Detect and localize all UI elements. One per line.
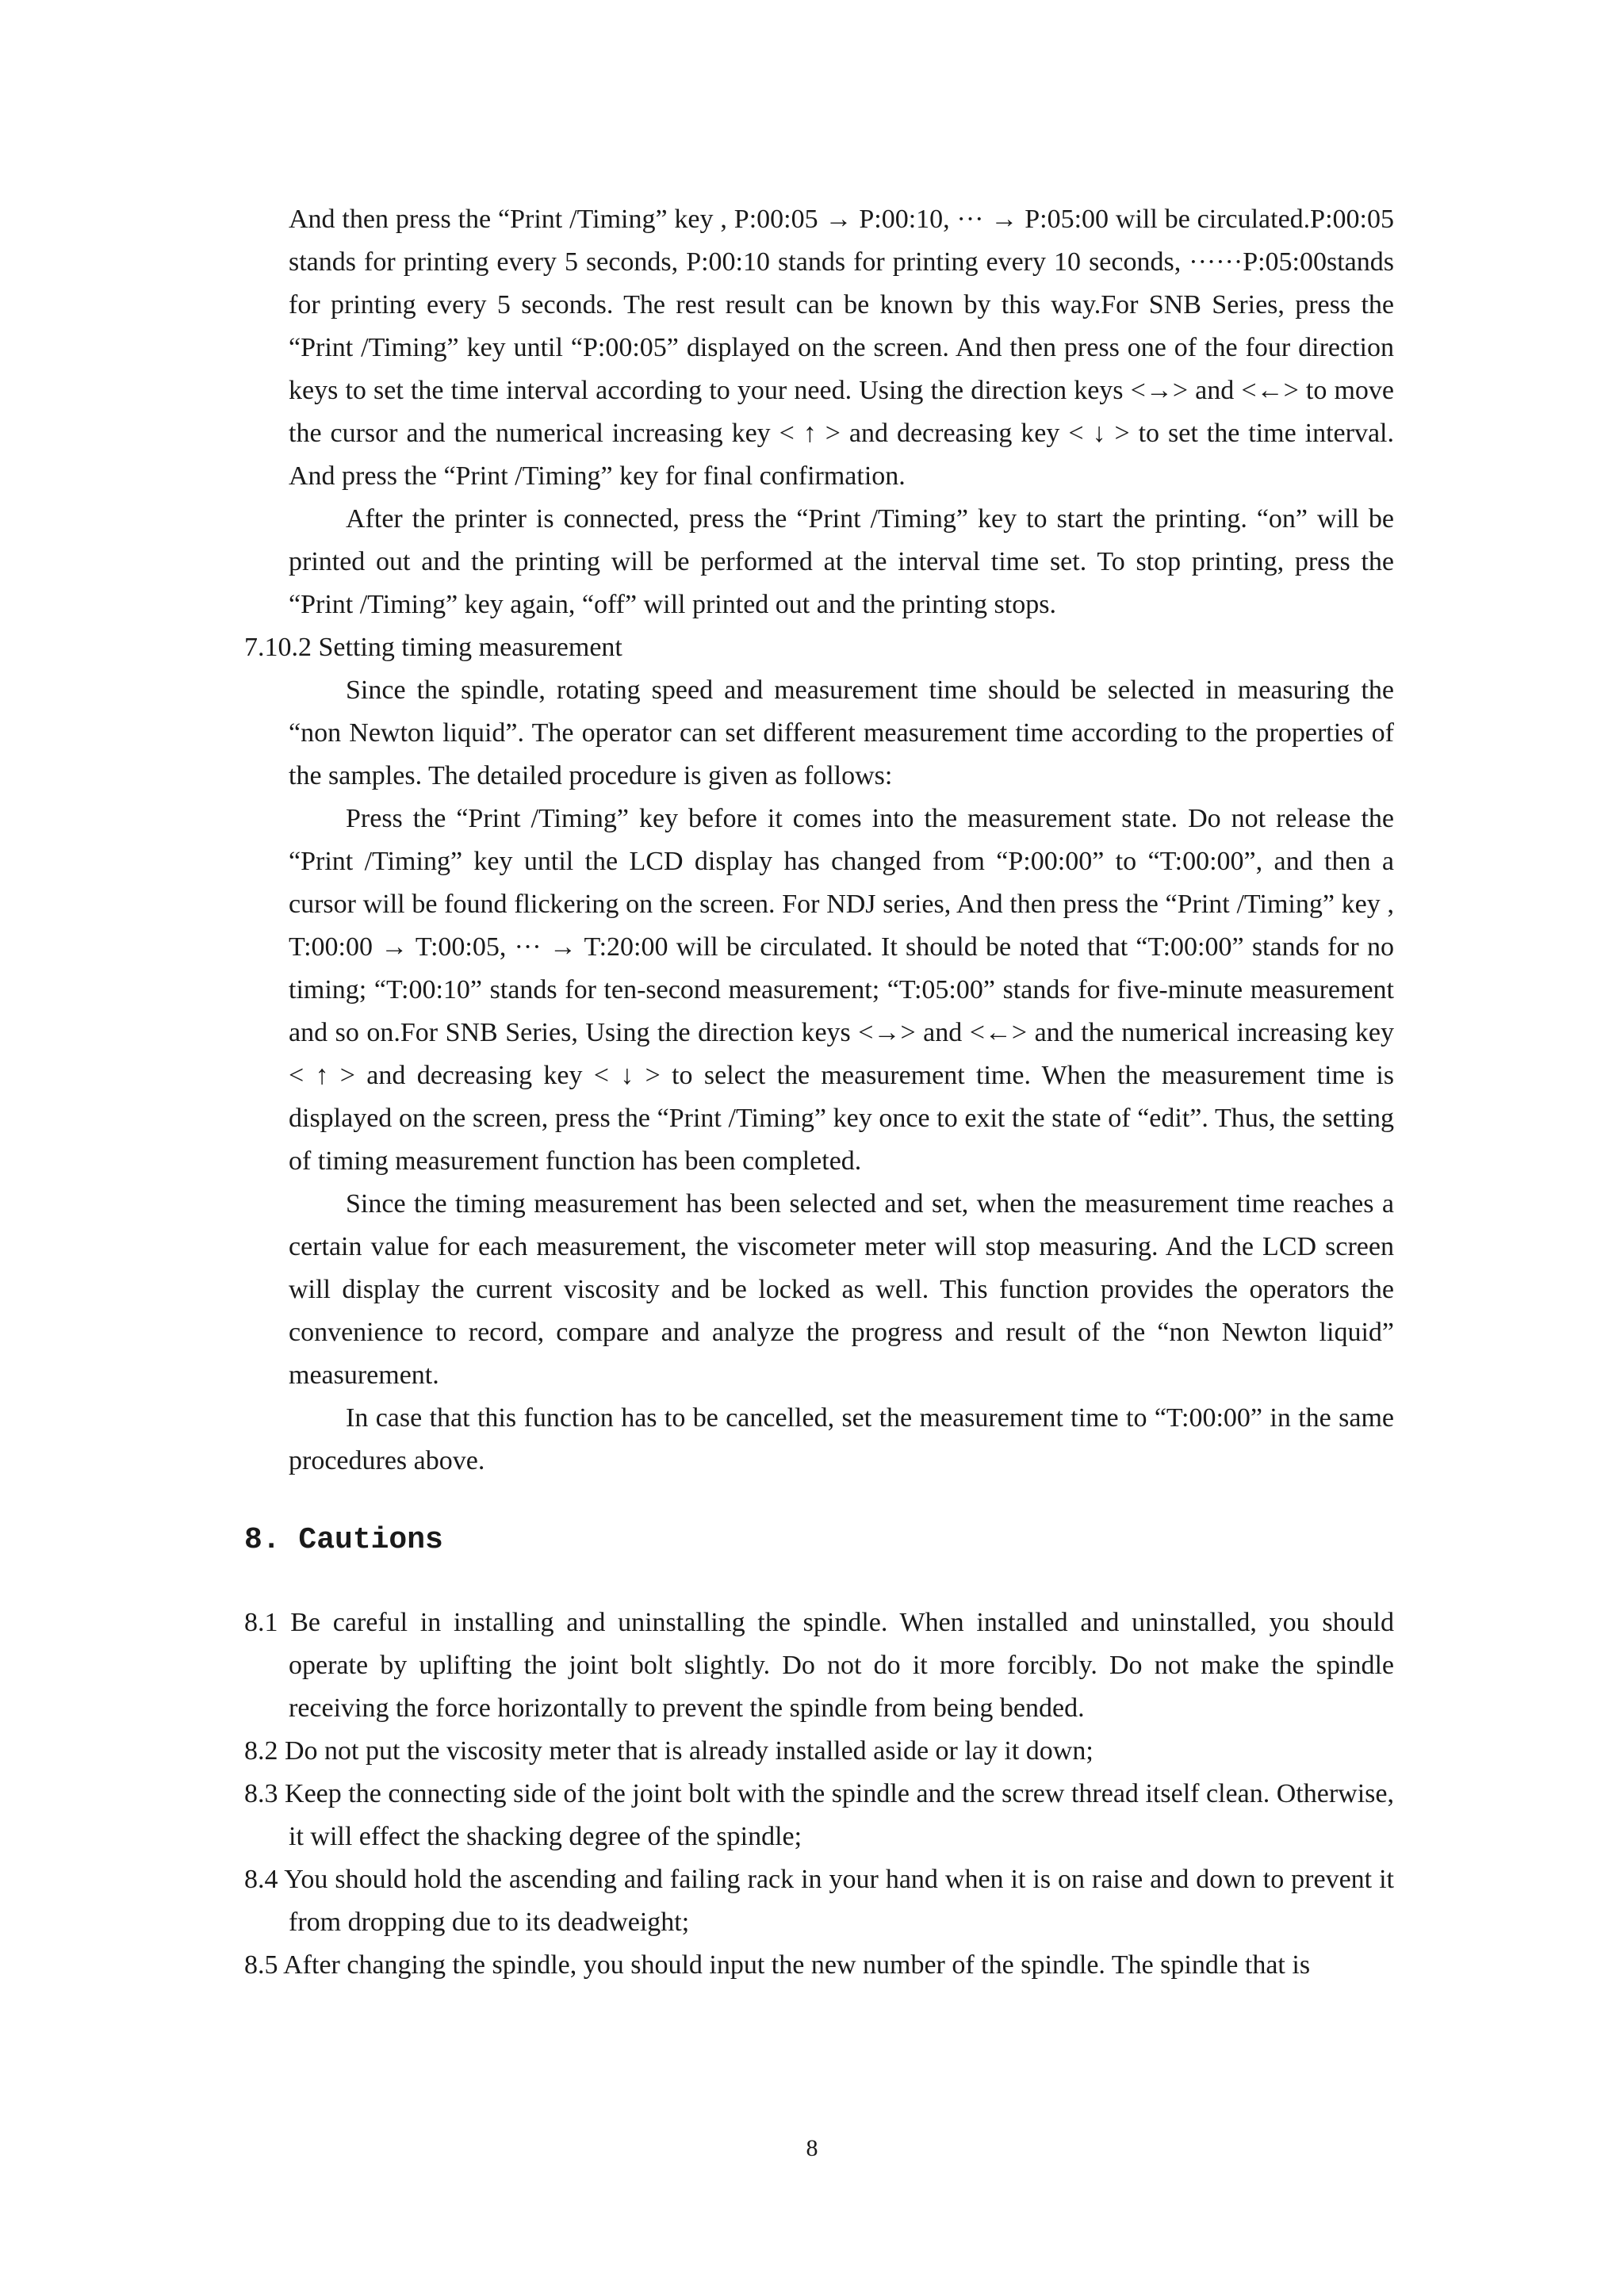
paragraph-timing-procedure: Press the “Print /Timing” key before it comes into the measurement state. Do not release the “Print /Timing” key until the LCD display has changed from “P:00:00” to “T:00:00”, and then a cursor will be found flickering on the screen. For NDJ series, And then press the “Print /Timing” key , T:00:00 → T:00:05, ··· → T:20:00 will be circulated. It should be noted that “T:00:00” stands for no timing; “T:00:10” stands for ten-second measurement; “T:05:00” stands for five-minute measurement and so on.For SNB Series, Using the direction keys <→> and <←> and the numerical increasing key < ↑ > and decreasing key < ↓ > to select the measurement time. When the measurement time is displayed on the screen, press the “Print /Timing” key once to exit the state of “edit”. Thus, the setting of timing measurement function has been completed. — [289, 804, 1394, 1176]
subsection-heading-7-10-2: 7.10.2 Setting timing measurement — [244, 633, 622, 662]
paragraph-cancel-function: In case that this function has to be cancelled, set the measurement time to “T:00:00” in the same procedures above. — [289, 1403, 1394, 1475]
section-title-cautions: 8. Cautions — [244, 1523, 443, 1557]
paragraph-non-newton-selection: Since the spindle, rotating speed and measurement time should be selected in measuring the “non Newton liquid”. The operator can set different measurement time according to the properties of the samples. The detailed procedure is given as follows: — [289, 675, 1394, 790]
caution-item-8-5: 8.5 After changing the spindle, you should input the new number of the spindle. The spindle that is — [244, 1950, 1311, 1980]
paragraph-print-timing-circulation: And then press the “Print /Timing” key , P:00:05 → P:00:10, ··· → P:05:00 will be circulated.P:00:05 stands for printing every 5 seconds, P:00:10 stands for printing every 10 seconds, ······P:05:00stands for printing every 5 seconds. The rest result can be known by this way.For SNB Series, press the “Print /Timing” key until “P:00:05” displayed on the screen. And then press one of the four direction keys to set the time interval according to your need. Using the direction keys <→> and <←> to move the cursor and the numerical increasing key < ↑ > and decreasing key < ↓ > to set the time interval. And press the “Print /Timing” key for final confirmation. — [289, 205, 1394, 491]
caution-item-8-1: 8.1 Be careful in installing and uninstalling the spindle. When installed and uninstalled, you should operate by uplifting the joint bolt slightly. Do not do it more forcibly. Do not make the spindle receiving the force horizontally to prevent the spindle from being bended. — [244, 1608, 1394, 1723]
paragraph-timing-result: Since the timing measurement has been selected and set, when the measurement time reaches a certain value for each measurement, the viscometer meter will stop measuring. And the LCD screen will display the current viscosity and be locked as well. This function provides the operators the convenience to record, compare and analyze the progress and result of the “non Newton liquid” measurement. — [289, 1189, 1394, 1390]
page-content — [244, 198, 1394, 1987]
caution-item-8-4: 8.4 You should hold the ascending and failing rack in your hand when it is on raise and down to prevent it from dropping due to its deadweight; — [244, 1865, 1394, 1937]
caution-item-8-3: 8.3 Keep the connecting side of the joint bolt with the spindle and the screw thread itself clean. Otherwise, it will effect the shacking degree of the spindle; — [244, 1779, 1394, 1851]
caution-item-8-2: 8.2 Do not put the viscosity meter that is already installed aside or lay it down; — [244, 1736, 1094, 1766]
paragraph-printer-connected: After the printer is connected, press the “Print /Timing” key to start the printing. “on” will be printed out and the printing will be performed at the interval time set. To stop printing, press the “Print /Timing” key again, “off” will printed out and the printing stops. — [289, 504, 1394, 619]
page-number: 8 — [806, 2135, 818, 2161]
